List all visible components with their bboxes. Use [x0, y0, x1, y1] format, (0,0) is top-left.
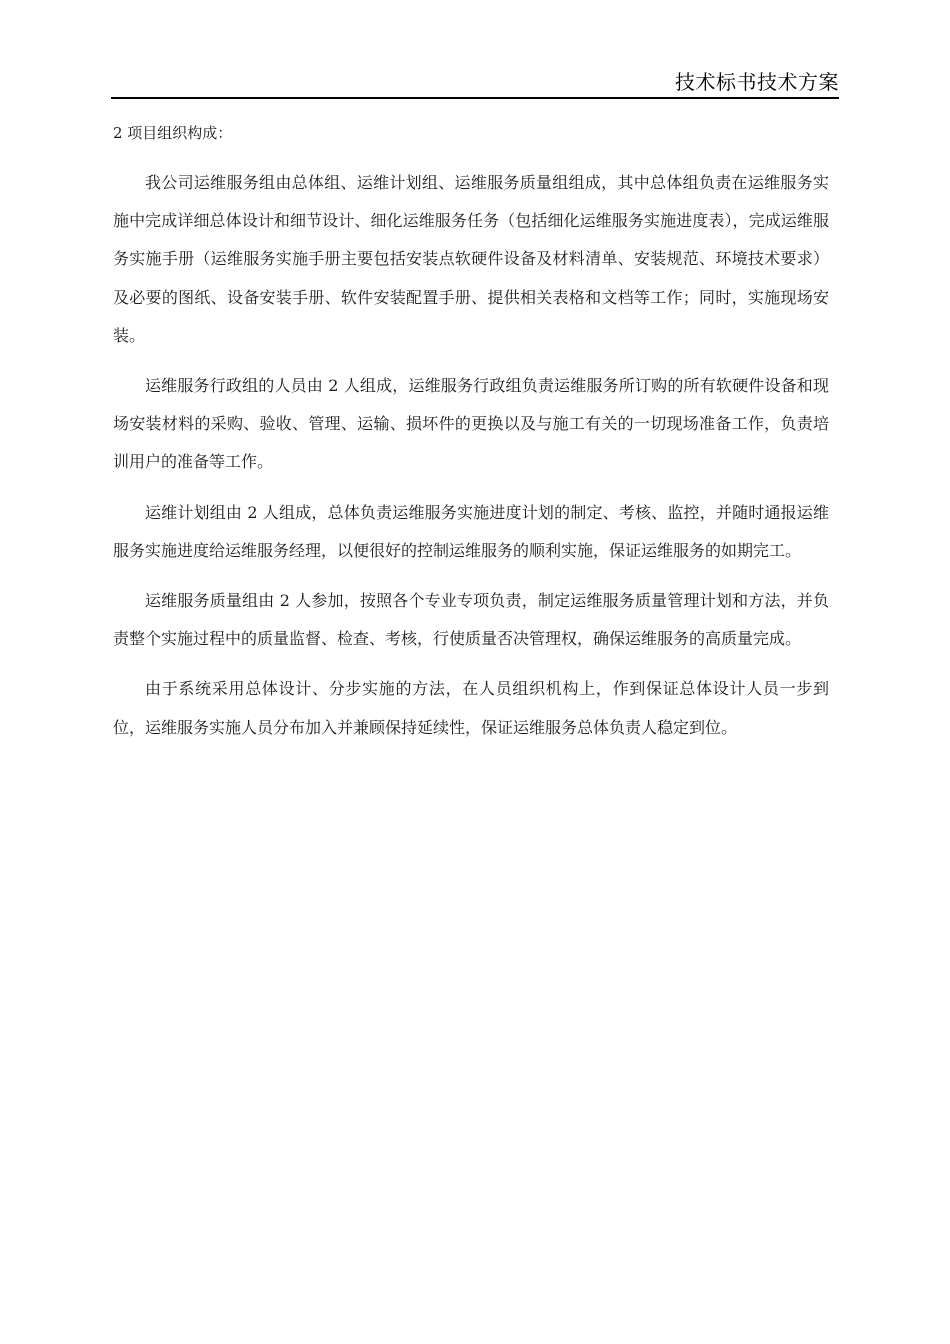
- paragraph-team-composition: 我公司运维服务组由总体组、运维计划组、运维服务质量组组成，其中总体组负责在运维服务实施中完成详细总体设计和细节设计、细化运维服务任务（包括细化运维服务实施进度表），完成运维服务实施手册（运维服务实施手册主要包括安装点软硬件设备及材料清单、安装规范、环境技术要求）及必要的图纸、设备安装手册、软件安装配置手册、提供相关表格和文档等工作；同时，实施现场安装。: [113, 173, 829, 345]
- header-title: 技术标书技术方案: [675, 70, 839, 94]
- paragraph-staffing-approach: 由于系统采用总体设计、分步实施的方法，在人员组织机构上，作到保证总体设计人员一步到位，运维服务实施人员分布加入并兼顾保持延续性，保证运维服务总体负责人稳定到位。: [113, 679, 829, 737]
- paragraph-quality-group: 运维服务质量组由 2 人参加，按照各个专业专项负责，制定运维服务质量管理计划和方法，并负责整个实施过程中的质量监督、检查、考核，行使质量否决管理权，确保运维服务的高质量完成。: [113, 591, 829, 649]
- paragraph-planning-group: 运维计划组由 2 人组成，总体负责运维服务实施进度计划的制定、考核、监控，并随时通报运维服务实施进度给运维服务经理，以便很好的控制运维服务的顺利实施，保证运维服务的如期完工。: [113, 502, 829, 560]
- section-heading: 2 项目组织构成：: [113, 124, 233, 142]
- document-body: [113, 116, 829, 747]
- paragraph-admin-group: 运维服务行政组的人员由 2 人组成，运维服务行政组负责运维服务所订购的所有软硬件设备和现场安装材料的采购、验收、管理、运输、损坏件的更换以及与施工有关的一切现场准备工作，负责培训用户的准备等工作。: [113, 376, 829, 472]
- page-header: [111, 58, 839, 99]
